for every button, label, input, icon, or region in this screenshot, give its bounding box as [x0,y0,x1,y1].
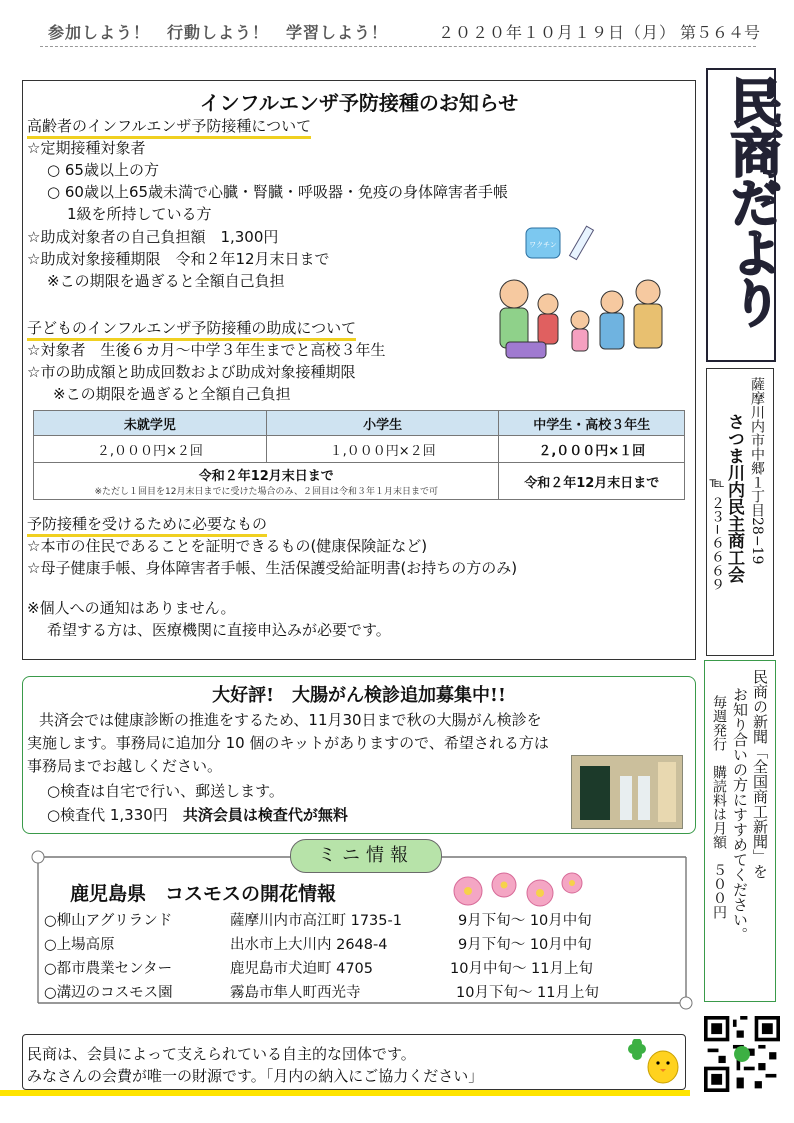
address-box [706,368,774,656]
colon-item: ○検査は自宅で行い、郵送します。 [47,782,284,800]
colon-body: 実施します。事務局に追加分 10 個のキットがありますので、希望される方は [27,734,549,752]
cosmos-title: 鹿児島県 コスモスの開花情報 [70,883,337,905]
colon-item: ○検査代 1,330円 共済会員は検査代が無料 [47,806,348,824]
vaccine-label: ワクチン [529,241,557,249]
colon-free-note: 共済会員は検査代が無料 [182,806,348,824]
syringe-icon [570,226,594,259]
colon-body: 共済会では健康診断の推進をするため、11月30日まで秋の大腸がん検診を [39,711,542,729]
table-cell: １,０００円×２回 [266,436,499,463]
table-header: 未就学児 [34,411,267,436]
header-divider [40,46,756,47]
ad-line: お知り合いの方にすすめてください。 [731,687,749,942]
child-line: ☆対象者 生後６カ月～中学３年生までと高校３年生 [27,341,386,359]
cosmos-place: ○上場高原 [44,937,115,953]
footer-line: 民商は、会員によって支えられている自主的な団体です。 [27,1045,416,1063]
needs-heading: 予防接種を受けるために必要なもの [27,513,267,534]
flu-line: ○ 65歳以上の方 [47,161,159,179]
masthead-title: 民商だより [721,76,781,326]
cosmos-period: 10月下旬～ 11月上旬 [456,985,600,1001]
qr-code[interactable] [704,1016,780,1092]
footer-accent-bar [0,1090,690,1096]
child-line: ☆市の助成額と助成回数および助成対象接種期限 [27,363,356,381]
flu-line: 1級を所持している方 [67,205,212,223]
cosmos-address: 薩摩川内市高江町 1735-1 [230,913,402,929]
cosmos-address: 鹿児島市犬迫町 4705 [230,961,374,977]
org-tel: ℡ ２３−６６６９ [709,475,725,592]
deadline-right: 令和２年12月末日まで [499,463,685,500]
org-address: 薩摩川内市中郷１丁目28−19 [749,377,765,565]
subsidy-table [33,410,685,500]
needs-line: ☆母子健康手帳、身体障害者手帳、生活保護受給証明書(お持ちの方のみ) [27,559,518,577]
footer-line: みなさんの会費が唯一の財源です。「月内の納入にご協力ください」 [27,1067,484,1085]
colon-screening-box [22,676,696,834]
notice-line: 希望する方は、医療機関に直接申込みが必要です。 [47,621,391,639]
family-illustration [486,222,686,372]
flu-line: ☆助成対象接種期限 令和２年12月末日まで [27,250,330,268]
issue-number: 第５６４号 [680,23,761,42]
cosmos-place: ○都市農業センター [44,961,173,977]
cosmos-period: 10月中旬～ 11月上旬 [450,961,594,977]
page-header [0,14,794,54]
cosmos-address: 霧島市隼人町西光寺 [230,985,361,1001]
footer-box [22,1034,686,1090]
cosmos-period: 9月下旬～ 10月中旬 [458,937,592,953]
elderly-heading: 高齢者のインフルエンザ予防接種について [27,115,311,136]
ad-line: 民商の新聞「全国商工新聞」を [751,669,769,879]
table-cell: ２,０００円×２回 [34,436,267,463]
colon-body: 事務局までお越しください。 [27,757,223,775]
deadline-left: 令和２年12月末日まで [198,469,334,484]
flu-line: ※この期限を過ぎると全額自己負担 [47,272,285,290]
table-header: 中学生・高校３年生 [499,411,685,436]
cosmos-period: 9月下旬～ 10月中旬 [458,913,592,929]
needs-line: ☆本市の住民であることを証明できるもの(健康保険証など) [27,537,428,555]
chick-mascot-icon [623,1039,681,1085]
table-header: 小学生 [266,411,499,436]
flu-line: ☆助成対象者の自己負担額 1,300円 [27,228,279,246]
deadline-note: ※ただし１回目を12月末日までに受けた場合のみ、２回目は令和３年１月末日まで可 [94,487,439,497]
cosmos-place: ○柳山アグリランド [44,913,173,929]
notice-line: ※個人への通知はありません。 [27,599,236,617]
vaccine-bottle-icon [526,228,560,258]
org-name: さつま川内民主商工会 [724,413,744,583]
colon-title: 大好評! 大腸がん検診追加募集中!! [212,685,506,706]
ad-line: 毎週発行 購読料は月額 ５００円 [711,695,727,919]
child-heading: 子どものインフルエンザ予防接種の助成について [27,317,356,338]
table-cell: ２,０００円×１回 [499,436,685,463]
issue-date: ２０２０年１０月１９日（月） [438,23,677,42]
cosmos-flower-icon [448,869,588,913]
table-cell [34,463,499,500]
cosmos-place: ○溝辺のコスモス園 [44,985,173,1001]
cosmos-address: 出水市上大川内 2648-4 [230,937,388,953]
flu-title: インフルエンザ予防接種のお知らせ [199,91,519,115]
flu-line: ☆定期接種対象者 [27,139,146,157]
child-line: ※この期限を過ぎると全額自己負担 [53,385,291,403]
masthead [706,68,781,362]
mini-info-badge: ミニ情報 [290,839,442,873]
newspaper-ad-box [704,660,776,1002]
slogan: 参加しよう！ 行動しよう！ 学習しよう！ [48,23,389,42]
flu-line: ○ 60歳以上65歳未満で心臓・腎臓・呼吸器・免疫の身体障害者手帳 [47,183,509,201]
test-kit-photo [571,755,683,829]
